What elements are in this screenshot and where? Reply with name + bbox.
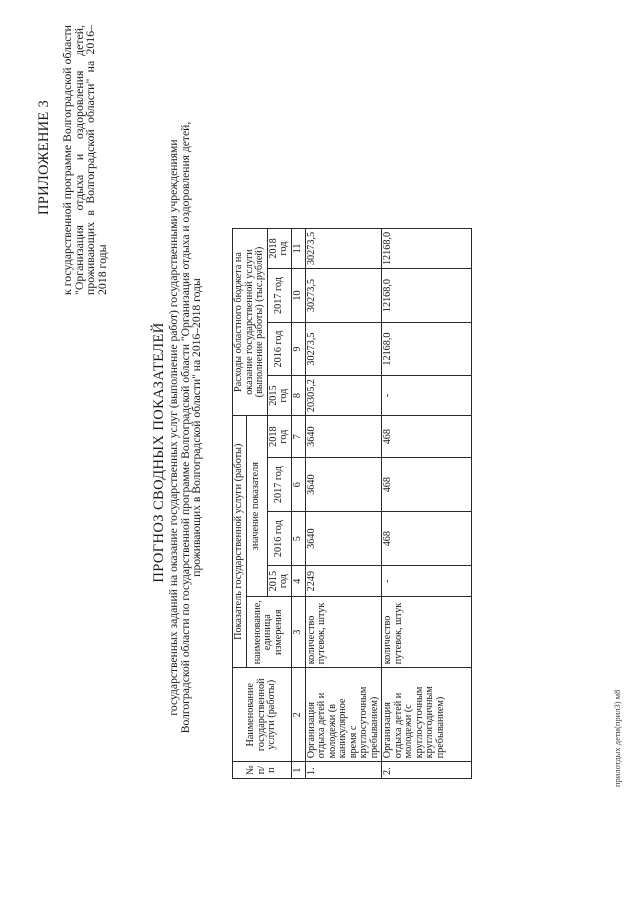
row-value: 468 [382, 512, 472, 566]
row-budget: 12168,0 [382, 269, 472, 323]
header-service: Наименование государственной услуги (работы) [233, 668, 292, 762]
forecast-table [232, 228, 472, 779]
column-number: 6 [291, 458, 305, 512]
header-budget-year: 2016 год [267, 323, 291, 376]
appendix-title: ПРИЛОЖЕНИЕ 3 [36, 99, 52, 216]
footer-file-note: прилотдых дети(прил3) м8 [612, 689, 622, 787]
row-budget: 12168,0 [382, 228, 472, 268]
header-value-year: 2015 год [267, 566, 291, 597]
row-value: 3640 [305, 416, 382, 458]
column-number: 3 [291, 597, 305, 668]
header-budget-year: 2018 год [267, 228, 291, 268]
table-row [382, 228, 472, 778]
row-budget: - [382, 376, 472, 416]
column-number: 8 [291, 376, 305, 416]
column-number: 9 [291, 323, 305, 376]
column-number: 11 [291, 228, 305, 268]
header-indicator-value: значение показателя [246, 416, 267, 597]
row-service: Организация отдыха детей и молодежи (с круглосуточным круглогодичным пребыванием) [382, 668, 472, 762]
row-budget: 20305,2 [305, 376, 382, 416]
row-value: 3640 [305, 512, 382, 566]
column-number: 4 [291, 566, 305, 597]
row-service: Организация отдыха детей и молодежи (в каникулярное время с круглосуточным пребыванием) [305, 668, 382, 762]
row-value: 3640 [305, 458, 382, 512]
column-number: 2 [291, 668, 305, 762]
column-number: 10 [291, 269, 305, 323]
header-value-year: 2018 год [267, 416, 291, 458]
table-row [305, 228, 382, 778]
column-number: 7 [291, 416, 305, 458]
row-number: 2. [382, 762, 472, 779]
document-title: ПРОГНОЗ СВОДНЫХ ПОКАЗАТЕЛЕЙ [151, 322, 167, 583]
row-budget: 30273,5 [305, 323, 382, 376]
row-indicator: количество путевок, штук [305, 597, 382, 668]
row-value: - [382, 566, 472, 597]
header-budget-year: 2015 год [267, 376, 291, 416]
header-value-year: 2016 год [267, 512, 291, 566]
row-value: 2249 [305, 566, 382, 597]
column-number: 5 [291, 512, 305, 566]
row-value: 468 [382, 458, 472, 512]
row-value: 468 [382, 416, 472, 458]
header-budget-group: Расходы областного бюджета на оказание государственной услуги (выполнение работы) (тыс.рублей) [233, 228, 268, 415]
appendix-note: к государственной программе Волгоградской области "Организация отдыха и оздоровления детей, проживающих в Волгоградской области" на 2016–2018 годы [60, 25, 109, 295]
column-number-row [291, 228, 305, 778]
header-num: № п/п [233, 762, 292, 779]
row-budget: 30273,5 [305, 269, 382, 323]
row-number: 1. [305, 762, 382, 779]
row-indicator: количество путевок, штук [382, 597, 472, 668]
header-indicator-group: Показатель государственной услуги (работы) [233, 416, 247, 668]
row-budget: 12168,0 [382, 323, 472, 376]
header-value-year: 2017 год [267, 458, 291, 512]
column-number: 1 [291, 762, 305, 779]
row-budget: 30273,5 [305, 228, 382, 268]
header-budget-year: 2017 год [267, 269, 291, 323]
document-subtitle: государственных заданий на оказание государственных услуг (выполнение работ) государственными учреждениями Волгоградской области по государственной программе Волгоградской области "Организация отдыха и оздоровления детей, проживающих в Волгоградской области" на 2016–2018 годы [167, 121, 203, 734]
header-indicator-name: наименование, единица измерения [246, 597, 291, 668]
